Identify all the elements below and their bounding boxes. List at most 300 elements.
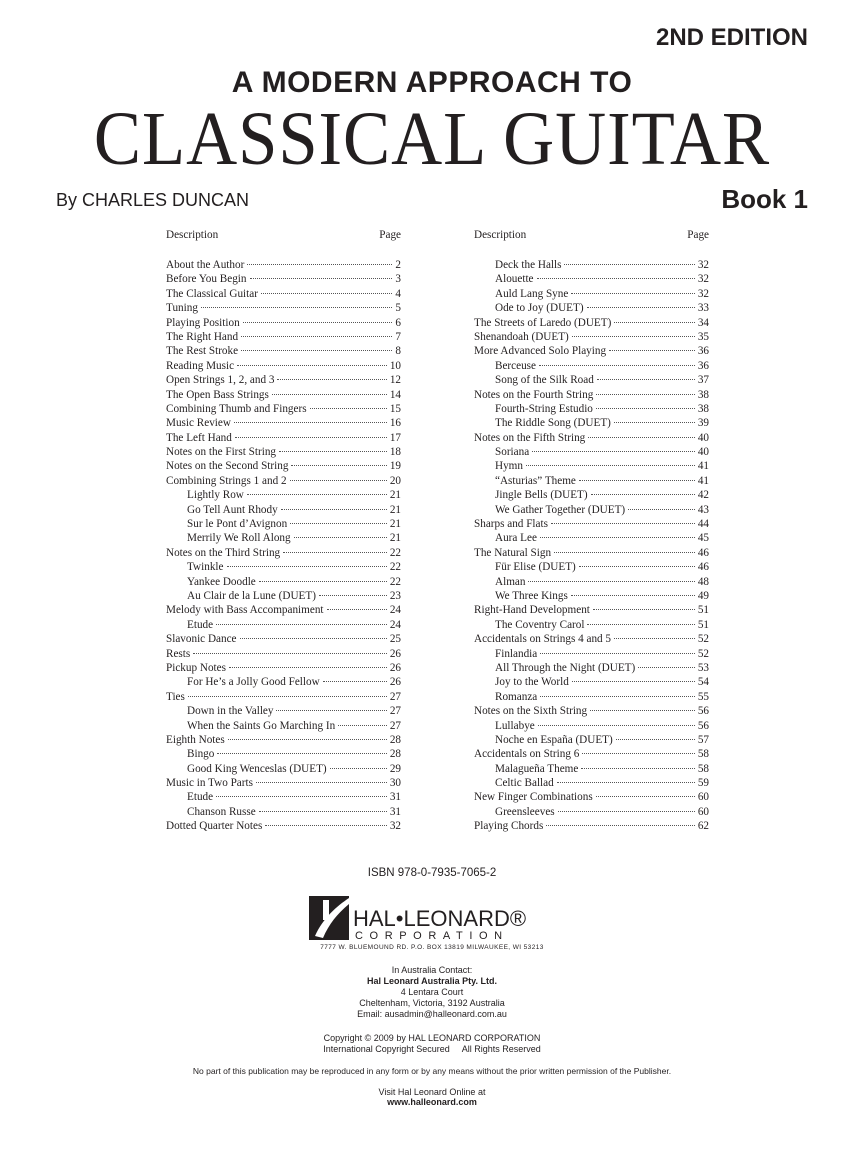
- toc-entry-title: Open Strings 1, 2, and 3: [166, 374, 275, 387]
- toc-entry-page: 8: [395, 345, 401, 358]
- toc-entry: [474, 805, 709, 819]
- toc-entry-page: 12: [389, 374, 401, 387]
- toc-entry-page: 56: [697, 705, 709, 718]
- toc-entry-title: All Through the Night (DUET): [495, 661, 636, 674]
- toc-entry-title: Music Review: [166, 417, 231, 430]
- toc-entry-page: 21: [389, 532, 401, 545]
- toc-entry-page: 53: [697, 661, 709, 674]
- dot-leader: [582, 753, 694, 754]
- visit-label: Visit Hal Leonard Online at: [378, 1087, 486, 1097]
- dot-leader: [327, 609, 387, 610]
- toc-entry-title: Melody with Bass Accompaniment: [166, 604, 324, 617]
- toc-entry: [474, 675, 709, 689]
- toc-entry-title: Reading Music: [166, 359, 235, 372]
- toc-entry: [166, 790, 401, 804]
- toc-entry-title: Notes on the Third String: [166, 546, 281, 559]
- toc-entry-page: 54: [697, 676, 709, 689]
- toc-entry-title: Etude: [187, 791, 214, 804]
- toc-header: [166, 229, 401, 258]
- toc-entry-page: 55: [697, 690, 709, 703]
- toc-entry-title: Greensleeves: [495, 805, 555, 818]
- dot-leader: [272, 394, 387, 395]
- toc-entry: [166, 531, 401, 545]
- toc-entry-title: Go Tell Aunt Rhody: [187, 503, 278, 516]
- publisher-address: 7777 W. BLUEMOUND RD. P.O. BOX 13819 MILWAUKEE, WI 53213: [320, 944, 544, 951]
- toc-entry-page: 22: [389, 575, 401, 588]
- toc-entry-title: We Gather Together (DUET): [495, 503, 626, 516]
- toc-entry-page: 39: [697, 417, 709, 430]
- toc-entry: [474, 459, 709, 473]
- toc-entry: [474, 762, 709, 776]
- toc-entry-page: 27: [389, 690, 401, 703]
- toc-entry-page: 29: [389, 762, 401, 775]
- toc-entry: [474, 819, 709, 833]
- toc-entry-title: Yankee Doodle: [187, 575, 256, 588]
- toc-entry-page: 57: [697, 733, 709, 746]
- dot-leader: [537, 278, 695, 279]
- toc-entry-page: 32: [697, 287, 709, 300]
- description-header: Description: [474, 229, 527, 241]
- toc-entry: [166, 618, 401, 632]
- toc-entry-title: Lightly Row: [187, 489, 244, 502]
- toc-entry: [166, 805, 401, 819]
- toc-entry-title: The Classical Guitar: [166, 287, 258, 300]
- toc-entry-title: The Streets of Laredo (DUET): [474, 316, 612, 329]
- toc-entry-title: Tuning: [166, 302, 198, 315]
- toc-entry-page: 46: [697, 546, 709, 559]
- dot-leader: [291, 465, 386, 466]
- dot-leader: [614, 638, 695, 639]
- toc-entry-page: 22: [389, 546, 401, 559]
- toc-entry-page: 27: [389, 719, 401, 732]
- toc-entry-title: Music in Two Parts: [166, 777, 253, 790]
- toc-entry-page: 19: [389, 460, 401, 473]
- toc-entry-title: Merrily We Roll Along: [187, 532, 291, 545]
- copyright: Copyright © 2009 by HAL LEONARD CORPORATION: [323, 1033, 541, 1043]
- dot-leader: [235, 437, 387, 438]
- toc-entry-title: Sur le Pont d’Avignon: [187, 518, 288, 531]
- dot-leader: [546, 825, 695, 826]
- toc-entry-title: When the Saints Go Marching In: [187, 719, 336, 732]
- toc-entry: [474, 517, 709, 531]
- dot-leader: [216, 796, 387, 797]
- toc-entry: [166, 359, 401, 373]
- toc-entry-page: 21: [389, 489, 401, 502]
- toc-header: [474, 229, 709, 258]
- dot-leader: [277, 379, 386, 380]
- dot-leader: [276, 710, 386, 711]
- toc-entry-page: 24: [389, 618, 401, 631]
- toc-entry-title: Aura Lee: [495, 532, 537, 545]
- toc-entry-title: Für Elise (DUET): [495, 561, 576, 574]
- toc-entry: [166, 747, 401, 761]
- toc-entry-title: Soriana: [495, 446, 530, 459]
- toc-entry-page: 42: [697, 489, 709, 502]
- dot-leader: [265, 825, 387, 826]
- toc-entry-title: Etude: [187, 618, 214, 631]
- book-title: CLASSICAL GUITAR: [93, 97, 771, 181]
- book-subtitle: A MODERN APPROACH TO: [231, 66, 633, 99]
- toc-entry-title: The Open Bass Strings: [166, 388, 269, 401]
- toc-entry: [166, 675, 401, 689]
- dot-leader: [229, 667, 387, 668]
- toc-entry-page: 18: [389, 446, 401, 459]
- rights: International Copyright Secured All Rights Reserved: [323, 1044, 541, 1054]
- dot-leader: [532, 451, 695, 452]
- toc-entry-page: 48: [697, 575, 709, 588]
- toc-entry-page: 22: [389, 561, 401, 574]
- toc-entry: [474, 546, 709, 560]
- dot-leader: [579, 480, 695, 481]
- toc-entry-title: Good King Wenceslas (DUET): [187, 762, 327, 775]
- toc-entry: [474, 733, 709, 747]
- toc-entry-page: 17: [389, 431, 401, 444]
- toc-entry-title: Finlandia: [495, 647, 538, 660]
- dot-leader: [572, 681, 695, 682]
- toc-entry-page: 40: [697, 431, 709, 444]
- toc-entry-title: Alman: [495, 575, 526, 588]
- dot-leader: [330, 768, 387, 769]
- dot-leader: [290, 480, 387, 481]
- toc-entry: [166, 431, 401, 445]
- dot-leader: [294, 537, 387, 538]
- toc-entry-page: 26: [389, 647, 401, 660]
- toc-column-left: [166, 229, 401, 834]
- toc-entry-title: The Rest Stroke: [166, 345, 239, 358]
- toc-entry: [166, 719, 401, 733]
- dot-leader: [290, 523, 387, 524]
- dot-leader: [526, 465, 695, 466]
- toc-entry-page: 41: [697, 460, 709, 473]
- toc-entry: [166, 603, 401, 617]
- toc-entry: [166, 344, 401, 358]
- toc-entry-page: 46: [697, 561, 709, 574]
- dot-leader: [241, 336, 392, 337]
- toc-entry: [474, 647, 709, 661]
- toc-entry-title: Noche en España (DUET): [495, 733, 613, 746]
- toc-entry-page: 14: [389, 388, 401, 401]
- toc-entry: [474, 560, 709, 574]
- toc-entry: [166, 416, 401, 430]
- dot-leader: [596, 796, 695, 797]
- toc-entry: [474, 402, 709, 416]
- dot-leader: [609, 350, 695, 351]
- toc-entry-title: Combining Thumb and Fingers: [166, 402, 307, 415]
- dot-leader: [259, 811, 387, 812]
- toc-entry-page: 45: [697, 532, 709, 545]
- logo-corporation: CORPORATION: [355, 930, 509, 942]
- toc-entry: [166, 517, 401, 531]
- toc-entry: [474, 416, 709, 430]
- toc-entry-page: 58: [697, 762, 709, 775]
- toc-entry-page: 37: [697, 374, 709, 387]
- toc-entry-title: Before You Begin: [166, 273, 247, 286]
- toc-entry-page: 2: [395, 259, 401, 271]
- toc-entry-title: Jingle Bells (DUET): [495, 489, 588, 502]
- website-link[interactable]: www.halleonard.com: [387, 1097, 477, 1107]
- toc-entry: [166, 488, 401, 502]
- toc-entry-page: 21: [389, 518, 401, 531]
- dot-leader: [216, 624, 387, 625]
- logo-name: HAL•LEONARD®: [353, 906, 527, 931]
- toc-entry-title: Berceuse: [495, 359, 536, 372]
- toc-entry-page: 27: [389, 705, 401, 718]
- toc-entry-page: 41: [697, 474, 709, 487]
- toc-entry: [474, 388, 709, 402]
- toc-entry-page: 52: [697, 647, 709, 660]
- toc-entry-title: Ties: [166, 690, 185, 703]
- dot-leader: [538, 725, 695, 726]
- dot-leader: [581, 768, 694, 769]
- dot-leader: [614, 322, 695, 323]
- toc-entry-title: The Left Hand: [166, 431, 232, 444]
- dot-leader: [571, 293, 694, 294]
- dot-leader: [614, 422, 695, 423]
- toc-entry-page: 38: [697, 402, 709, 415]
- toc-entry-page: 20: [389, 474, 401, 487]
- dot-leader: [596, 394, 694, 395]
- dot-leader: [323, 681, 387, 682]
- toc-entry-title: Accidentals on Strings 4 and 5: [474, 633, 612, 646]
- toc-entry: [166, 272, 401, 286]
- toc-entry: [474, 373, 709, 387]
- toc-entry-page: 36: [697, 359, 709, 372]
- page-header: Page: [687, 229, 709, 241]
- toc-entry: [474, 258, 709, 272]
- toc-entry: [474, 690, 709, 704]
- toc-entry: [166, 330, 401, 344]
- dot-leader: [250, 278, 393, 279]
- toc-entry: [166, 503, 401, 517]
- toc-entry-page: 32: [697, 259, 709, 271]
- toc-entry-title: Pickup Notes: [166, 661, 226, 674]
- toc-entry-page: 4: [395, 287, 401, 300]
- toc-entry-title: Down in the Valley: [187, 705, 274, 718]
- toc-entry-title: For He’s a Jolly Good Fellow: [187, 676, 320, 689]
- toc-entry: [474, 301, 709, 315]
- dot-leader: [193, 653, 387, 654]
- toc-entry-title: Shenandoah (DUET): [474, 330, 569, 343]
- toc-entry-page: 56: [697, 719, 709, 732]
- toc-entry: [474, 445, 709, 459]
- dot-leader: [279, 451, 387, 452]
- toc-entry-title: Au Clair de la Lune (DUET): [187, 589, 316, 602]
- toc-entry-title: Auld Lang Syne: [495, 287, 569, 300]
- toc-entry-page: 31: [389, 805, 401, 818]
- toc-entry-page: 40: [697, 446, 709, 459]
- toc-entry-title: Playing Position: [166, 316, 240, 329]
- toc-entry-title: Sharps and Flats: [474, 518, 548, 531]
- toc-entry-page: 3: [395, 273, 401, 286]
- toc-entry: [474, 359, 709, 373]
- dot-leader: [237, 365, 387, 366]
- dot-leader: [564, 264, 694, 265]
- toc-entry: [166, 287, 401, 301]
- toc-entry-page: 5: [395, 302, 401, 315]
- toc-entry: [474, 790, 709, 804]
- toc-entry: [474, 330, 709, 344]
- dot-leader: [310, 408, 387, 409]
- dot-leader: [551, 523, 695, 524]
- dot-leader: [259, 581, 387, 582]
- dot-leader: [638, 667, 695, 668]
- dot-leader: [227, 566, 387, 567]
- toc-entry: [474, 589, 709, 603]
- toc-entry-page: 58: [697, 748, 709, 761]
- dot-leader: [597, 379, 695, 380]
- dot-leader: [243, 322, 393, 323]
- toc-entry: [166, 560, 401, 574]
- toc-entry-title: The Coventry Carol: [495, 618, 585, 631]
- author: By CHARLES DUNCAN: [56, 190, 250, 210]
- toc-entry-page: 34: [697, 316, 709, 329]
- toc-entry: [474, 316, 709, 330]
- toc-entry: [166, 301, 401, 315]
- toc-entry-title: Chanson Russe: [187, 805, 256, 818]
- toc-entry-title: Hymn: [495, 460, 523, 473]
- dot-leader: [587, 307, 695, 308]
- toc-entry: [474, 531, 709, 545]
- reproduction-notice: No part of this publication may be reproduced in any form or by any means without the prior written permission of the Publisher.: [192, 1066, 672, 1076]
- aus-street: 4 Lentara Court: [400, 987, 464, 997]
- dot-leader: [616, 739, 695, 740]
- toc-entry-title: Slavonic Dance: [166, 633, 237, 646]
- toc-entry: [474, 488, 709, 502]
- toc-entry-title: New Finger Combinations: [474, 791, 593, 804]
- toc-entry-title: Notes on the Second String: [166, 460, 289, 473]
- dot-leader: [593, 609, 695, 610]
- dot-leader: [201, 307, 392, 308]
- dot-leader: [261, 293, 392, 294]
- toc-entry-page: 60: [697, 805, 709, 818]
- dot-leader: [540, 696, 695, 697]
- toc-entry-title: “Asturias” Theme: [495, 474, 576, 487]
- toc-entry-title: We Three Kings: [495, 589, 568, 602]
- toc-column-right: [474, 229, 709, 834]
- toc-entry-page: 30: [389, 777, 401, 790]
- toc-entry-page: 28: [389, 748, 401, 761]
- toc-entry: [166, 589, 401, 603]
- toc-entry: [166, 819, 401, 833]
- toc-entry-page: 28: [389, 733, 401, 746]
- toc-entry-title: Notes on the Sixth String: [474, 705, 588, 718]
- toc-entry-page: 51: [697, 604, 709, 617]
- toc-entry-title: Twinkle: [187, 561, 224, 574]
- toc-entry: [166, 546, 401, 560]
- toc-entry-page: 52: [697, 633, 709, 646]
- toc-entry-page: 32: [697, 273, 709, 286]
- dot-leader: [188, 696, 387, 697]
- book-number: Book 1: [721, 184, 808, 214]
- toc-entry-title: The Natural Sign: [474, 546, 552, 559]
- dot-leader: [596, 408, 695, 409]
- aus-email: Email: ausadmin@halleonard.com.au: [357, 1009, 507, 1019]
- toc-entry-page: 59: [697, 777, 709, 790]
- dot-leader: [217, 753, 386, 754]
- toc-entry-title: Accidentals on String 6: [474, 748, 580, 761]
- toc-entry: [166, 316, 401, 330]
- toc-entry-page: 36: [697, 345, 709, 358]
- toc-entry: [474, 603, 709, 617]
- toc-entry: [474, 474, 709, 488]
- toc-entry-page: 7: [395, 330, 401, 343]
- dot-leader: [241, 350, 392, 351]
- toc-entry-title: Right-Hand Development: [474, 604, 590, 617]
- toc-entry-page: 62: [697, 820, 709, 833]
- toc-entry-page: 43: [697, 503, 709, 516]
- toc-entry-page: 23: [389, 589, 401, 602]
- toc-entry: [474, 719, 709, 733]
- toc-entry: [474, 747, 709, 761]
- toc-entry-page: 16: [389, 417, 401, 430]
- toc-entry: [166, 258, 401, 272]
- description-header: Description: [166, 229, 219, 241]
- dot-leader: [539, 365, 695, 366]
- toc-entry-title: Song of the Silk Road: [495, 374, 594, 387]
- toc-entry-title: Romanza: [495, 690, 538, 703]
- dot-leader: [283, 552, 387, 553]
- toc-entry: [166, 373, 401, 387]
- dot-leader: [590, 710, 695, 711]
- toc-entry: [166, 733, 401, 747]
- dot-leader: [338, 725, 387, 726]
- toc-entry-page: 35: [697, 330, 709, 343]
- toc-entry-page: 6: [395, 316, 401, 329]
- toc-entry: [166, 776, 401, 790]
- toc-entry-page: 26: [389, 661, 401, 674]
- toc-entry: [166, 632, 401, 646]
- toc-entry-title: Deck the Halls: [495, 259, 562, 271]
- dot-leader: [281, 509, 387, 510]
- toc-entry: [166, 704, 401, 718]
- toc-entry-page: 49: [697, 589, 709, 602]
- toc-entry: [474, 661, 709, 675]
- toc-entry: [474, 618, 709, 632]
- dot-leader: [240, 638, 387, 639]
- dot-leader: [540, 653, 695, 654]
- toc-entry-page: 38: [697, 388, 709, 401]
- toc-entry: [474, 575, 709, 589]
- toc-entry-page: 44: [697, 518, 709, 531]
- toc-entry: [166, 388, 401, 402]
- isbn: ISBN 978-0-7935-7065-2: [367, 867, 497, 879]
- toc-entry-page: 60: [697, 791, 709, 804]
- toc-entry: [474, 704, 709, 718]
- toc-entry: [166, 762, 401, 776]
- dot-leader: [588, 437, 695, 438]
- toc-entry-page: 24: [389, 604, 401, 617]
- toc-entry: [166, 661, 401, 675]
- toc-entry: [166, 459, 401, 473]
- toc-entry-page: 33: [697, 302, 709, 315]
- dot-leader: [228, 739, 387, 740]
- toc-entry: [474, 503, 709, 517]
- toc-entry: [166, 402, 401, 416]
- dot-leader: [319, 595, 387, 596]
- toc-entry-title: Ode to Joy (DUET): [495, 302, 584, 315]
- toc-entry-page: 10: [389, 359, 401, 372]
- toc-entry-page: 25: [389, 633, 401, 646]
- dot-leader: [591, 494, 695, 495]
- toc-entry: [474, 632, 709, 646]
- toc-entry: [166, 647, 401, 661]
- toc-entry-title: The Riddle Song (DUET): [495, 417, 611, 430]
- toc-entry-title: Malagueña Theme: [495, 762, 579, 775]
- dot-leader: [247, 494, 387, 495]
- dot-leader: [571, 595, 695, 596]
- toc-entry-title: Celtic Ballad: [495, 777, 554, 790]
- toc-entry-page: 21: [389, 503, 401, 516]
